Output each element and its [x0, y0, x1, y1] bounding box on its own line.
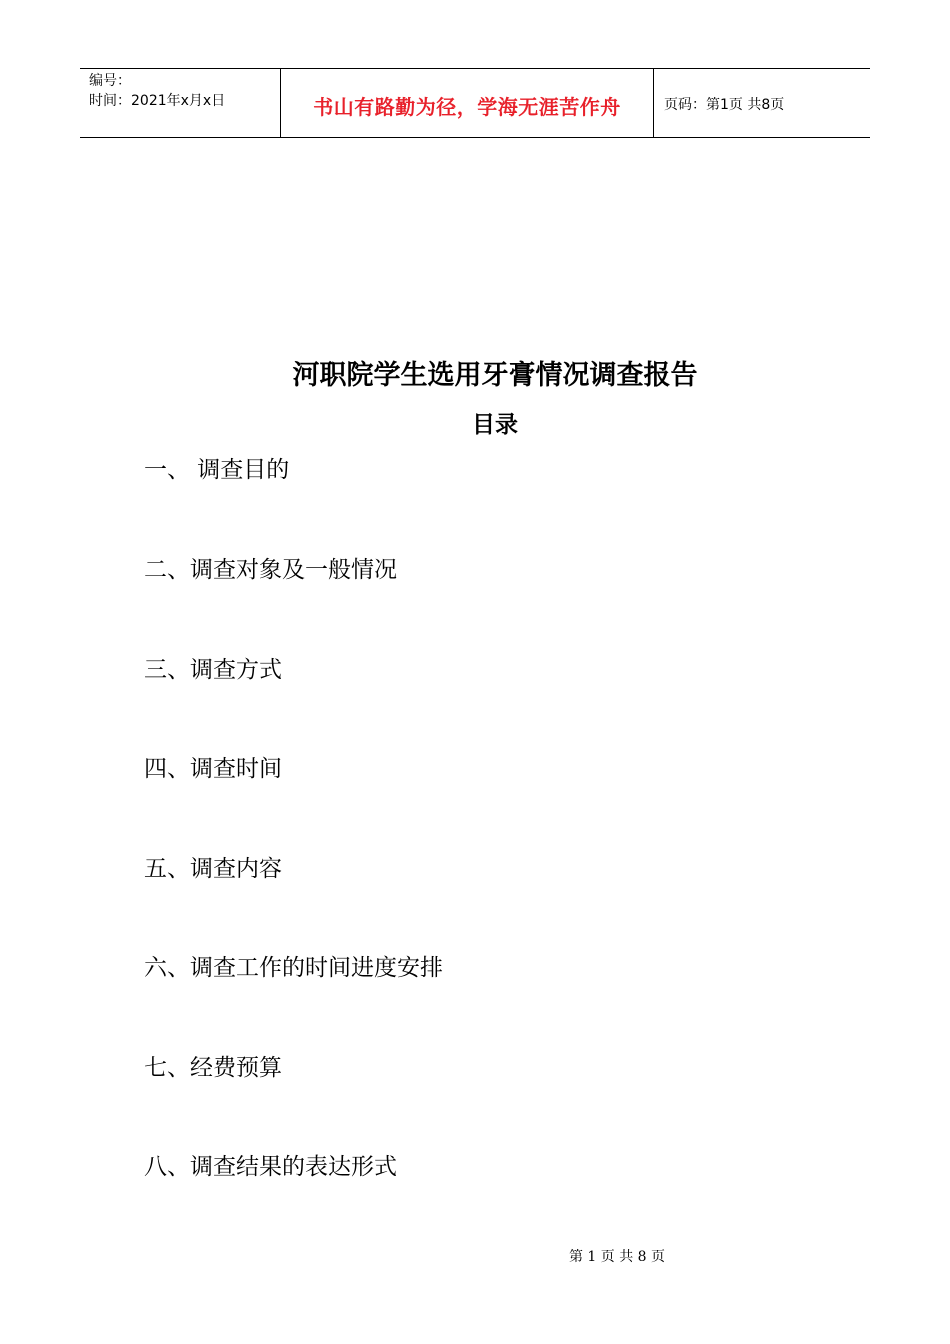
document-number-label: 编号：: [89, 73, 131, 89]
header-motto-cell: [281, 69, 654, 137]
toc-item-5: 五、调查内容: [144, 856, 282, 882]
toc-item-3: 三、调查方式: [144, 657, 282, 683]
toc-item-4: 四、调查时间: [144, 756, 282, 782]
header-page-code: 页码：第1页 共8页: [664, 97, 785, 113]
toc-item-6: 六、调查工作的时间进度安排: [144, 955, 443, 981]
header-motto: 书山有路勤为径，学海无涯苦作舟: [313, 94, 621, 119]
header-page-code-cell: [654, 69, 870, 137]
document-time-label: 时间：2021年x月x日: [89, 93, 226, 109]
toc-item-7: 七、经费预算: [144, 1055, 282, 1081]
page-footer: 第 1 页 共 8 页: [568, 1249, 666, 1265]
toc-item-8: 八、调查结果的表达形式: [144, 1154, 397, 1180]
toc-item-2: 二、调查对象及一般情况: [144, 557, 397, 583]
page-header: [80, 68, 870, 138]
header-meta-cell: [80, 69, 281, 137]
toc-heading: 目录: [472, 411, 518, 438]
document-title: 河职院学生选用牙膏情况调查报告: [292, 360, 698, 391]
toc-item-1: 一、 调查目的: [144, 457, 290, 483]
